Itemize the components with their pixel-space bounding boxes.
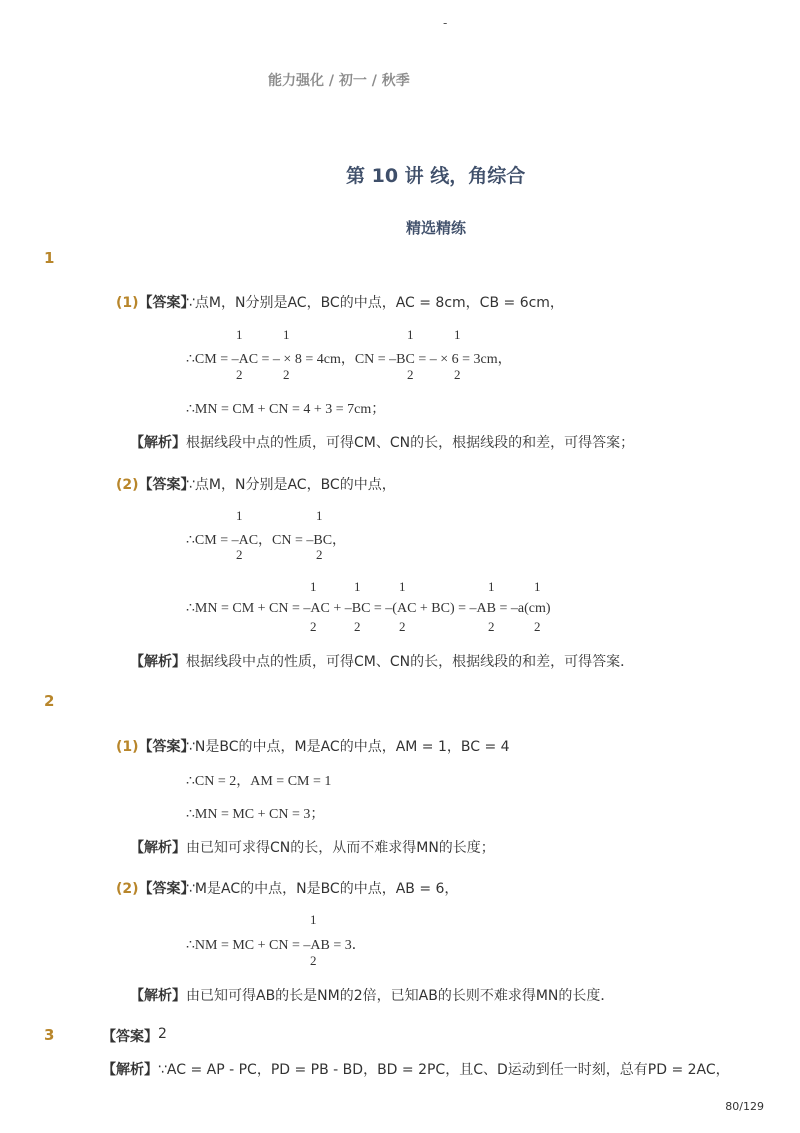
frac-numerator: 1 (283, 327, 290, 342)
frac-denominator: 2 (316, 547, 323, 562)
analysis-label: 【解析】 (130, 988, 186, 1004)
q1-part1-equation-2: ∴MN = CM + CN = 4 + 3 = 7cm； (186, 402, 386, 417)
q2-part2-answer-tag (116, 878, 195, 898)
frac-numerator: 1 (236, 508, 243, 523)
q1-part2-equation-2: ∴MN = CM + CN = ‒AC + ‒BC = ‒(AC + BC) = ‒AB = ‒a(cm) (186, 601, 551, 616)
answer-label: 【答案】 (138, 739, 195, 755)
frac-denominator: 2 (236, 547, 243, 562)
frac-denominator: 2 (407, 367, 414, 382)
q1-part2-answer: ∵点M，N分别是AC，BC的中点， (186, 477, 396, 493)
page-header: 能力强化 / 初一 / 秋季 (268, 73, 410, 89)
q1-part2-equation-1: ∴CM = ‒AC，CN = ‒BC， (186, 533, 347, 548)
page-number: 80/129 (725, 1100, 764, 1113)
question-number-1: 1 (44, 249, 55, 267)
answer-label: 【答案】 (102, 1029, 158, 1045)
q2-part1-answer: ∵N是BC的中点，M是AC的中点，AM = 1，BC = 4 (186, 739, 510, 755)
frac-numerator: 1 (310, 579, 317, 594)
q2-part1-analysis: 由已知可求得CN的长，从而不难求得MN的长度； (186, 840, 495, 856)
part-label: (2) (116, 477, 139, 493)
analysis-label: 【解析】 (130, 435, 186, 451)
q1-part1-analysis: 根据线段中点的性质，可得CM、CN的长，根据线段的和差，可得答案； (186, 435, 635, 451)
frac-numerator: 1 (399, 579, 406, 594)
frac-denominator: 2 (454, 367, 461, 382)
analysis-label: 【解析】 (130, 654, 186, 670)
q2-part1-equation-2: ∴MN = MC + CN = 3； (186, 807, 325, 822)
q1-part2-analysis: 根据线段中点的性质，可得CM、CN的长，根据线段的和差，可得答案． (186, 654, 635, 670)
frac-denominator: 2 (399, 619, 406, 634)
q2-part2-analysis: 由已知可得AB的长是NM的2倍，已知AB的长则不难求得MN的长度． (186, 988, 615, 1004)
frac-denominator: 2 (236, 367, 243, 382)
frac-numerator: 1 (310, 912, 317, 927)
answer-label: 【答案】 (138, 477, 195, 493)
q3-analysis: ∵AC = AP - PC，PD = PB - BD，BD = 2PC，且C、D运动到任一时刻，总有PD = 2AC， (158, 1062, 730, 1078)
frac-numerator: 1 (354, 579, 361, 594)
frac-numerator: 1 (534, 579, 541, 594)
analysis-label: 【解析】 (102, 1062, 158, 1078)
frac-denominator: 2 (310, 619, 317, 634)
frac-numerator: 1 (316, 508, 323, 523)
frac-denominator: 2 (488, 619, 495, 634)
top-mark: - (443, 16, 448, 30)
frac-denominator: 2 (354, 619, 361, 634)
frac-denominator: 2 (310, 953, 317, 968)
frac-numerator: 1 (407, 327, 414, 342)
section-subtitle: 精选精练 (406, 219, 467, 237)
q2-part2-answer: ∵M是AC的中点，N是BC的中点，AB = 6， (186, 881, 459, 897)
frac-denominator: 2 (534, 619, 541, 634)
frac-numerator: 1 (454, 327, 461, 342)
question-number-3: 3 (44, 1026, 55, 1044)
part-label: (2) (116, 881, 139, 897)
analysis-label: 【解析】 (130, 840, 186, 856)
frac-numerator: 1 (236, 327, 243, 342)
q1-part1-answer: ∵点M，N分别是AC，BC的中点，AC = 8cm，CB = 6cm， (186, 295, 564, 311)
page-title: 第 10 讲 线，角综合 (346, 165, 526, 187)
q1-part2-answer-tag (116, 474, 195, 494)
q1-part1-equation-1: ∴CM = ‒AC = ‒ × 8 = 4cm，CN = ‒BC = ‒ × 6 = 3cm， (186, 352, 512, 367)
q2-part1-answer-tag (116, 736, 195, 756)
answer-label: 【答案】 (138, 295, 195, 311)
q1-part1-answer-tag (116, 292, 195, 312)
frac-numerator: 1 (488, 579, 495, 594)
q2-part2-equation-1: ∴NM = MC + CN = ‒AB = 3． (186, 938, 366, 953)
part-label: (1) (116, 295, 139, 311)
q2-part1-equation-1: ∴CN = 2，AM = CM = 1 (186, 774, 332, 789)
q3-answer: 2 (158, 1026, 167, 1042)
question-number-2: 2 (44, 692, 55, 710)
part-label: (1) (116, 739, 139, 755)
answer-label: 【答案】 (138, 881, 195, 897)
frac-denominator: 2 (283, 367, 290, 382)
